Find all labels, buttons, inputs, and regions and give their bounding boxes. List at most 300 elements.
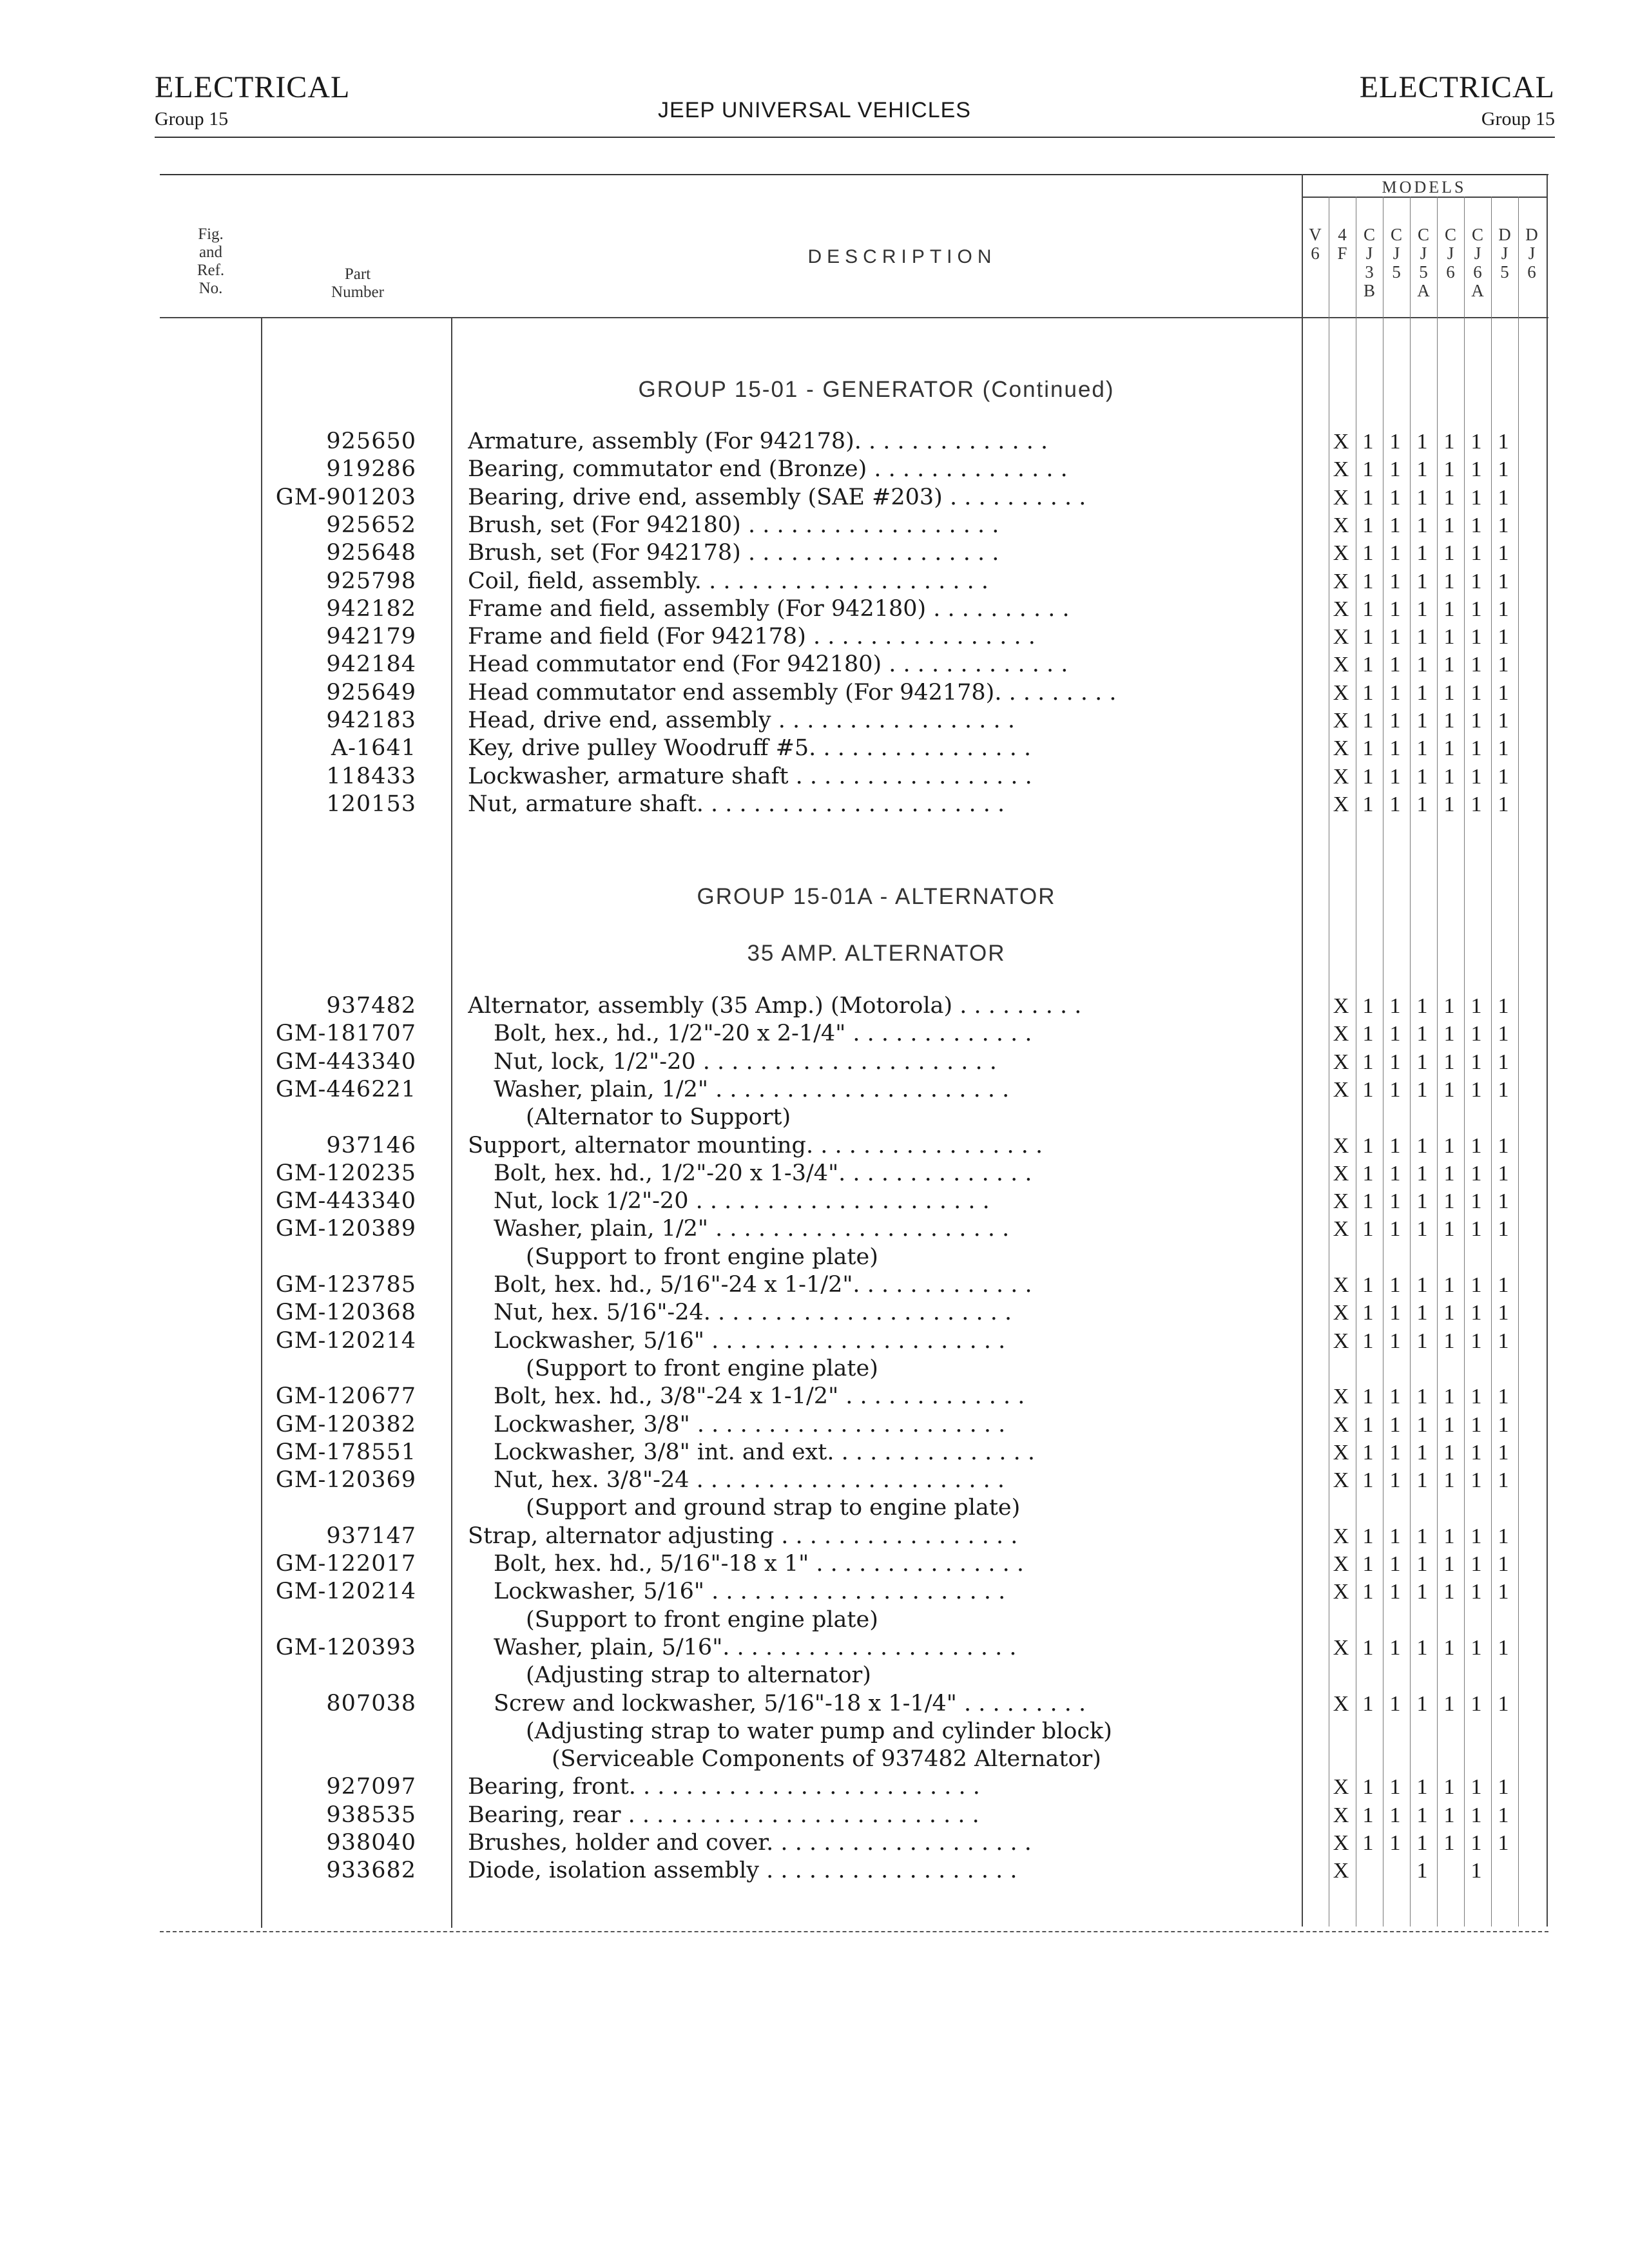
table-row <box>0 1411 1629 1439</box>
part-number: GM-120214 <box>275 1327 416 1354</box>
part-description: Bearing, front. . . . . . . . . . . . . . . . . . . . . . . . . <box>468 1774 980 1800</box>
part-number: 925798 <box>326 568 416 594</box>
model-quantity: 1 <box>1416 1217 1428 1242</box>
model-quantity: 1 <box>1498 1022 1509 1046</box>
model-quantity: 1 <box>1416 653 1428 677</box>
model-quantity: 1 <box>1498 1217 1509 1242</box>
model-quantity: 1 <box>1470 1189 1482 1214</box>
header-bottom-rule <box>160 317 1548 318</box>
model-quantity: 1 <box>1470 1022 1482 1046</box>
part-description: Armature, assembly (For 942178). . . . . . . . . . . . . . <box>468 428 1048 454</box>
model-quantity: 1 <box>1443 597 1455 621</box>
model-quantity: 1 <box>1470 1273 1482 1297</box>
model-header-char: 5 <box>1500 262 1509 282</box>
part-description: Bolt, hex., hd., 1/2"-20 x 2-1/4" . . . . . . . . . . . . . <box>494 1021 1032 1047</box>
part-number-header <box>303 265 412 302</box>
applicability-mark: X <box>1333 764 1349 789</box>
model-quantity: 1 <box>1362 1273 1374 1297</box>
table-row <box>0 428 1629 456</box>
model-quantity: 1 <box>1416 1133 1428 1158</box>
model-quantity: 1 <box>1389 1189 1401 1214</box>
applicability-mark: X <box>1333 1859 1349 1883</box>
table-row <box>0 992 1629 1020</box>
model-quantity: 1 <box>1389 1775 1401 1800</box>
model-quantity: 1 <box>1498 680 1509 705</box>
section-title-generator: GROUP 15-01 - GENERATOR (Continued) <box>638 377 1115 402</box>
model-quantity: 1 <box>1362 430 1374 454</box>
table-row <box>0 512 1629 539</box>
model-quantity: 1 <box>1416 457 1428 482</box>
part-description: Coil, field, assembly. . . . . . . . . . . . . . . . . . . . . <box>468 568 988 594</box>
model-column-header <box>1357 226 1382 300</box>
model-quantity: 1 <box>1389 597 1401 621</box>
model-quantity: 1 <box>1416 764 1428 789</box>
model-quantity: 1 <box>1470 653 1482 677</box>
model-quantity: 1 <box>1443 1775 1455 1800</box>
model-quantity: 1 <box>1470 541 1482 566</box>
model-quantity: 1 <box>1362 457 1374 482</box>
model-quantity: 1 <box>1416 1301 1428 1325</box>
part-number: GM-120369 <box>275 1467 416 1494</box>
model-quantity: 1 <box>1470 680 1482 705</box>
model-quantity: 1 <box>1416 1273 1428 1297</box>
model-header-char: 3 <box>1365 262 1374 282</box>
model-quantity: 1 <box>1470 1635 1482 1660</box>
part-number: 925652 <box>326 512 416 538</box>
model-header-char: J <box>1528 244 1536 263</box>
model-quantity: 1 <box>1470 1468 1482 1493</box>
applicability-mark: X <box>1333 1077 1349 1102</box>
models-header: MODELS <box>1382 178 1467 197</box>
model-quantity: 1 <box>1389 1831 1401 1855</box>
part-number: GM-443340 <box>275 1048 416 1075</box>
model-quantity: 1 <box>1362 1468 1374 1493</box>
model-quantity: 1 <box>1498 541 1509 566</box>
table-row <box>0 1076 1629 1104</box>
part-number: GM-120393 <box>275 1634 416 1660</box>
model-quantity: 1 <box>1443 1273 1455 1297</box>
part-number: 942182 <box>326 595 416 622</box>
applicability-mark: X <box>1333 1385 1349 1409</box>
applicability-mark: X <box>1333 709 1349 733</box>
model-quantity: 1 <box>1362 1189 1374 1214</box>
model-quantity: 1 <box>1443 1803 1455 1827</box>
model-quantity: 1 <box>1498 1524 1509 1548</box>
part-description: Brushes, holder and cover. . . . . . . . . . . . . . . . . . . <box>468 1830 1032 1856</box>
part-description: Washer, plain, 1/2" . . . . . . . . . . . . . . . . . . . . . <box>494 1076 1010 1102</box>
model-quantity: 1 <box>1362 792 1374 816</box>
model-quantity: 1 <box>1389 1217 1401 1242</box>
model-quantity: 1 <box>1498 1133 1509 1158</box>
model-quantity: 1 <box>1362 1022 1374 1046</box>
model-quantity: 1 <box>1389 1385 1401 1409</box>
applicability-mark: X <box>1333 1831 1349 1855</box>
applicability-mark: X <box>1333 1161 1349 1186</box>
model-quantity: 1 <box>1470 457 1482 482</box>
part-description: Nut, hex. 3/8"-24 . . . . . . . . . . . . . . . . . . . . . . <box>494 1467 1005 1494</box>
model-header-char: C <box>1417 225 1429 244</box>
model-quantity: 1 <box>1498 1077 1509 1102</box>
part-description: Key, drive pulley Woodruff #5. . . . . . . . . . . . . . . . <box>468 735 1032 762</box>
applicability-mark: X <box>1333 597 1349 621</box>
part-description: (Adjusting strap to alternator) <box>526 1662 871 1689</box>
model-quantity: 1 <box>1498 457 1509 482</box>
model-quantity: 1 <box>1416 1803 1428 1827</box>
model-quantity: 1 <box>1443 1831 1455 1855</box>
table-row <box>0 1299 1629 1327</box>
model-quantity: 1 <box>1416 1635 1428 1660</box>
model-quantity: 1 <box>1416 569 1428 593</box>
part-description: Brush, set (For 942180) . . . . . . . . . . . . . . . . . . <box>468 512 999 538</box>
model-quantity: 1 <box>1416 625 1428 649</box>
model-quantity: 1 <box>1470 736 1482 761</box>
model-quantity: 1 <box>1362 1161 1374 1186</box>
part-number: 933682 <box>326 1858 416 1884</box>
model-quantity: 1 <box>1470 1133 1482 1158</box>
applicability-mark: X <box>1333 680 1349 705</box>
part-number: 937482 <box>326 993 416 1019</box>
model-quantity: 1 <box>1362 709 1374 733</box>
part-description: Nut, lock, 1/2"-20 . . . . . . . . . . . . . . . . . . . . . <box>494 1048 997 1075</box>
model-quantity: 1 <box>1470 569 1482 593</box>
model-quantity: 1 <box>1389 1133 1401 1158</box>
model-quantity: 1 <box>1470 709 1482 733</box>
applicability-mark: X <box>1333 1775 1349 1800</box>
model-quantity: 1 <box>1416 1077 1428 1102</box>
model-header-char: J <box>1474 244 1481 263</box>
model-header-char: V <box>1309 225 1322 244</box>
table-row <box>0 1857 1629 1885</box>
applicability-mark: X <box>1333 1189 1349 1214</box>
table-row <box>0 1690 1629 1718</box>
model-quantity: 1 <box>1470 1440 1482 1465</box>
part-description: Washer, plain, 5/16". . . . . . . . . . . . . . . . . . . . . <box>494 1634 1017 1660</box>
part-description: Strap, alternator adjusting . . . . . . . . . . . . . . . . . <box>468 1523 1018 1549</box>
model-quantity: 1 <box>1443 736 1455 761</box>
model-quantity: 1 <box>1416 1385 1428 1409</box>
part-number: GM-120214 <box>275 1579 416 1605</box>
table-row <box>0 1271 1629 1299</box>
part-description: Bearing, rear . . . . . . . . . . . . . . . . . . . . . . . . . <box>468 1802 979 1828</box>
model-column-header <box>1384 226 1409 282</box>
model-header-char: C <box>1444 225 1456 244</box>
model-quantity: 1 <box>1416 1161 1428 1186</box>
model-quantity: 1 <box>1443 792 1455 816</box>
table-row <box>0 484 1629 512</box>
model-quantity: 1 <box>1416 597 1428 621</box>
part-number: GM-120382 <box>275 1411 416 1437</box>
model-quantity: 1 <box>1389 1440 1401 1465</box>
part-number: 942184 <box>326 651 416 678</box>
page-title: JEEP UNIVERSAL VEHICLES <box>658 98 971 122</box>
part-description: Alternator, assembly (35 Amp.) (Motorola) . . . . . . . . . <box>468 993 1082 1019</box>
part-number: GM-120677 <box>275 1383 416 1410</box>
model-quantity: 1 <box>1389 430 1401 454</box>
model-quantity: 1 <box>1498 485 1509 510</box>
model-quantity: 1 <box>1389 709 1401 733</box>
table-row <box>0 1383 1629 1410</box>
model-quantity: 1 <box>1470 764 1482 789</box>
part-description: Nut, lock 1/2"-20 . . . . . . . . . . . . . . . . . . . . . <box>494 1188 990 1215</box>
model-quantity: 1 <box>1443 994 1455 1018</box>
part-number: 925650 <box>326 428 416 454</box>
model-quantity: 1 <box>1443 1691 1455 1716</box>
model-quantity: 1 <box>1362 994 1374 1018</box>
model-quantity: 1 <box>1416 541 1428 566</box>
model-quantity: 1 <box>1498 1635 1509 1660</box>
model-quantity: 1 <box>1416 792 1428 816</box>
table-row <box>0 1745 1629 1773</box>
part-number: GM-120389 <box>275 1216 416 1242</box>
model-column-header <box>1303 226 1327 263</box>
model-quantity: 1 <box>1470 485 1482 510</box>
table-row <box>0 1634 1629 1662</box>
part-description: Frame and field (For 942178) . . . . . . . . . . . . . . . . <box>468 624 1036 650</box>
model-quantity: 1 <box>1498 1440 1509 1465</box>
part-description: Brush, set (For 942178) . . . . . . . . . . . . . . . . . . <box>468 540 999 566</box>
model-quantity: 1 <box>1416 1189 1428 1214</box>
applicability-mark: X <box>1333 1050 1349 1074</box>
applicability-mark: X <box>1333 736 1349 761</box>
model-column-header <box>1519 226 1544 282</box>
header-right <box>1360 72 1555 129</box>
fig-header-line: Ref. <box>197 262 225 279</box>
model-quantity: 1 <box>1362 513 1374 537</box>
model-quantity: 1 <box>1443 1412 1455 1437</box>
model-quantity: 1 <box>1416 430 1428 454</box>
part-description: Lockwasher, armature shaft . . . . . . . . . . . . . . . . . <box>468 763 1032 789</box>
table-row <box>0 539 1629 567</box>
part-number: 919286 <box>326 456 416 483</box>
model-column-header <box>1438 226 1463 282</box>
model-quantity: 1 <box>1416 736 1428 761</box>
part-number: 938535 <box>326 1802 416 1828</box>
model-quantity: 1 <box>1416 1580 1428 1604</box>
part-number: 938040 <box>326 1830 416 1856</box>
part-description: Nut, armature shaft. . . . . . . . . . . . . . . . . . . . . . <box>468 791 1005 817</box>
part-number: GM-122017 <box>275 1551 416 1577</box>
part-number: GM-181707 <box>275 1021 416 1047</box>
part-description: Lockwasher, 3/8" int. and ext. . . . . . . . . . . . . . . <box>494 1439 1035 1465</box>
section-subtitle-35amp: 35 AMP. ALTERNATOR <box>747 941 1006 966</box>
part-description: Washer, plain, 1/2" . . . . . . . . . . . . . . . . . . . . . <box>494 1216 1010 1242</box>
model-header-char: 6 <box>1473 262 1482 282</box>
model-quantity: 1 <box>1389 1524 1401 1548</box>
model-quantity: 1 <box>1389 485 1401 510</box>
table-row <box>0 1048 1629 1076</box>
applicability-mark: X <box>1333 1301 1349 1325</box>
model-quantity: 1 <box>1470 792 1482 816</box>
model-header-char: J <box>1365 244 1373 263</box>
model-quantity: 1 <box>1362 541 1374 566</box>
part-number: GM-120368 <box>275 1300 416 1326</box>
model-quantity: 1 <box>1362 1329 1374 1353</box>
table-row <box>0 1523 1629 1550</box>
model-quantity: 1 <box>1443 1385 1455 1409</box>
model-quantity: 1 <box>1416 1468 1428 1493</box>
model-quantity: 1 <box>1362 1217 1374 1242</box>
model-quantity: 1 <box>1470 1329 1482 1353</box>
model-quantity: 1 <box>1498 1189 1509 1214</box>
model-quantity: 1 <box>1443 1133 1455 1158</box>
table-row <box>0 595 1629 623</box>
model-quantity: 1 <box>1498 1273 1509 1297</box>
part-header-line: Number <box>331 284 384 301</box>
model-quantity: 1 <box>1498 430 1509 454</box>
model-quantity: 1 <box>1416 1691 1428 1716</box>
model-quantity: 1 <box>1498 513 1509 537</box>
model-quantity: 1 <box>1470 513 1482 537</box>
model-quantity: 1 <box>1416 1412 1428 1437</box>
model-quantity: 1 <box>1362 1803 1374 1827</box>
model-header-char: J <box>1420 244 1427 263</box>
model-quantity: 1 <box>1389 569 1401 593</box>
applicability-mark: X <box>1333 1691 1349 1716</box>
model-quantity: 1 <box>1470 1412 1482 1437</box>
applicability-mark: X <box>1333 1524 1349 1548</box>
part-description: (Support and ground strap to engine plate) <box>526 1495 1021 1521</box>
table-row <box>0 763 1629 791</box>
applicability-mark: X <box>1333 430 1349 454</box>
model-quantity: 1 <box>1389 1580 1401 1604</box>
section-title-right: ELECTRICAL <box>1359 70 1555 104</box>
table-row <box>0 1718 1629 1745</box>
model-quantity: 1 <box>1443 680 1455 705</box>
model-quantity: 1 <box>1443 1301 1455 1325</box>
model-quantity: 1 <box>1470 430 1482 454</box>
model-header-char: C <box>1363 225 1375 244</box>
part-description: (Support to front engine plate) <box>526 1355 878 1381</box>
model-quantity: 1 <box>1416 1524 1428 1548</box>
model-quantity: 1 <box>1443 485 1455 510</box>
group-label-right: Group 15 <box>1481 108 1555 130</box>
part-number: 942183 <box>326 707 416 733</box>
model-quantity: 1 <box>1443 1022 1455 1046</box>
applicability-mark: X <box>1333 1440 1349 1465</box>
model-quantity: 1 <box>1389 1803 1401 1827</box>
model-quantity: 1 <box>1470 1775 1482 1800</box>
model-column-header <box>1330 226 1354 263</box>
model-quantity: 1 <box>1389 994 1401 1018</box>
model-quantity: 1 <box>1389 1161 1401 1186</box>
model-header-char: B <box>1363 281 1375 300</box>
fig-header-line: and <box>198 244 223 261</box>
model-quantity: 1 <box>1389 1635 1401 1660</box>
part-description: Bolt, hex. hd., 5/16"-18 x 1" . . . . . . . . . . . . . . . <box>494 1551 1025 1577</box>
header-rule <box>155 137 1555 138</box>
part-description: Bolt, hex. hd., 1/2"-20 x 1-3/4". . . . . . . . . . . . . . <box>494 1160 1032 1186</box>
part-description: (Support to front engine plate) <box>526 1244 878 1270</box>
model-header-char: A <box>1417 281 1430 300</box>
model-quantity: 1 <box>1389 513 1401 537</box>
model-quantity: 1 <box>1470 1217 1482 1242</box>
model-quantity: 1 <box>1498 1412 1509 1437</box>
model-header-char: D <box>1525 225 1538 244</box>
table-row <box>0 568 1629 595</box>
model-quantity: 1 <box>1362 1050 1374 1074</box>
model-quantity: 1 <box>1470 1385 1482 1409</box>
part-description: Head commutator end (For 942180) . . . . . . . . . . . . . <box>468 651 1068 678</box>
part-number: 925648 <box>326 540 416 566</box>
applicability-mark: X <box>1333 1552 1349 1576</box>
model-header-char: J <box>1501 244 1509 263</box>
table-row <box>0 1494 1629 1522</box>
model-quantity: 1 <box>1443 625 1455 649</box>
applicability-mark: X <box>1333 457 1349 482</box>
table-row <box>0 1244 1629 1271</box>
model-quantity: 1 <box>1362 1440 1374 1465</box>
model-quantity: 1 <box>1470 1301 1482 1325</box>
model-quantity: 1 <box>1362 625 1374 649</box>
part-description: Bolt, hex. hd., 3/8"-24 x 1-1/2" . . . . . . . . . . . . . <box>494 1383 1025 1410</box>
model-quantity: 1 <box>1389 1273 1401 1297</box>
model-quantity: 1 <box>1389 457 1401 482</box>
applicability-mark: X <box>1333 1468 1349 1493</box>
model-column-header <box>1465 226 1490 300</box>
model-quantity: 1 <box>1498 1691 1509 1716</box>
model-quantity: 1 <box>1470 597 1482 621</box>
part-description: Lockwasher, 5/16" . . . . . . . . . . . . . . . . . . . . . <box>494 1579 1006 1605</box>
model-quantity: 1 <box>1389 1022 1401 1046</box>
applicability-mark: X <box>1333 1273 1349 1297</box>
model-quantity: 1 <box>1362 1301 1374 1325</box>
model-quantity: 1 <box>1498 1301 1509 1325</box>
table-row <box>0 1104 1629 1131</box>
model-header-char: 6 <box>1446 262 1455 282</box>
model-quantity: 1 <box>1389 653 1401 677</box>
table-row <box>0 1578 1629 1606</box>
model-quantity: 1 <box>1362 680 1374 705</box>
part-description: Nut, hex. 5/16"-24. . . . . . . . . . . . . . . . . . . . . . <box>494 1300 1012 1326</box>
model-quantity: 1 <box>1362 1775 1374 1800</box>
group-label-left: Group 15 <box>155 108 229 130</box>
table-row <box>0 1355 1629 1383</box>
model-quantity: 1 <box>1389 625 1401 649</box>
part-description: (Alternator to Support) <box>526 1104 791 1131</box>
model-quantity: 1 <box>1443 1580 1455 1604</box>
model-quantity: 1 <box>1443 1329 1455 1353</box>
model-quantity: 1 <box>1470 1524 1482 1548</box>
model-quantity: 1 <box>1470 1552 1482 1576</box>
model-quantity: 1 <box>1389 1552 1401 1576</box>
model-quantity: 1 <box>1470 1077 1482 1102</box>
model-quantity: 1 <box>1498 1831 1509 1855</box>
model-quantity: 1 <box>1498 764 1509 789</box>
model-quantity: 1 <box>1443 513 1455 537</box>
table-row <box>0 1662 1629 1689</box>
model-quantity: 1 <box>1470 1859 1482 1883</box>
model-quantity: 1 <box>1443 1189 1455 1214</box>
model-quantity: 1 <box>1362 1831 1374 1855</box>
model-quantity: 1 <box>1443 709 1455 733</box>
section-title-left: ELECTRICAL <box>155 70 351 104</box>
table-row <box>0 1160 1629 1187</box>
model-quantity: 1 <box>1416 680 1428 705</box>
model-quantity: 1 <box>1362 1077 1374 1102</box>
applicability-mark: X <box>1333 1217 1349 1242</box>
part-number: GM-123785 <box>275 1272 416 1298</box>
model-quantity: 1 <box>1362 1385 1374 1409</box>
model-quantity: 1 <box>1416 1831 1428 1855</box>
model-quantity: 1 <box>1470 1831 1482 1855</box>
model-quantity: 1 <box>1416 1050 1428 1074</box>
part-number: GM-443340 <box>275 1188 416 1215</box>
model-quantity: 1 <box>1362 597 1374 621</box>
model-quantity: 1 <box>1498 1552 1509 1576</box>
model-quantity: 1 <box>1498 1329 1509 1353</box>
part-number: 927097 <box>326 1774 416 1800</box>
model-quantity: 1 <box>1443 1217 1455 1242</box>
